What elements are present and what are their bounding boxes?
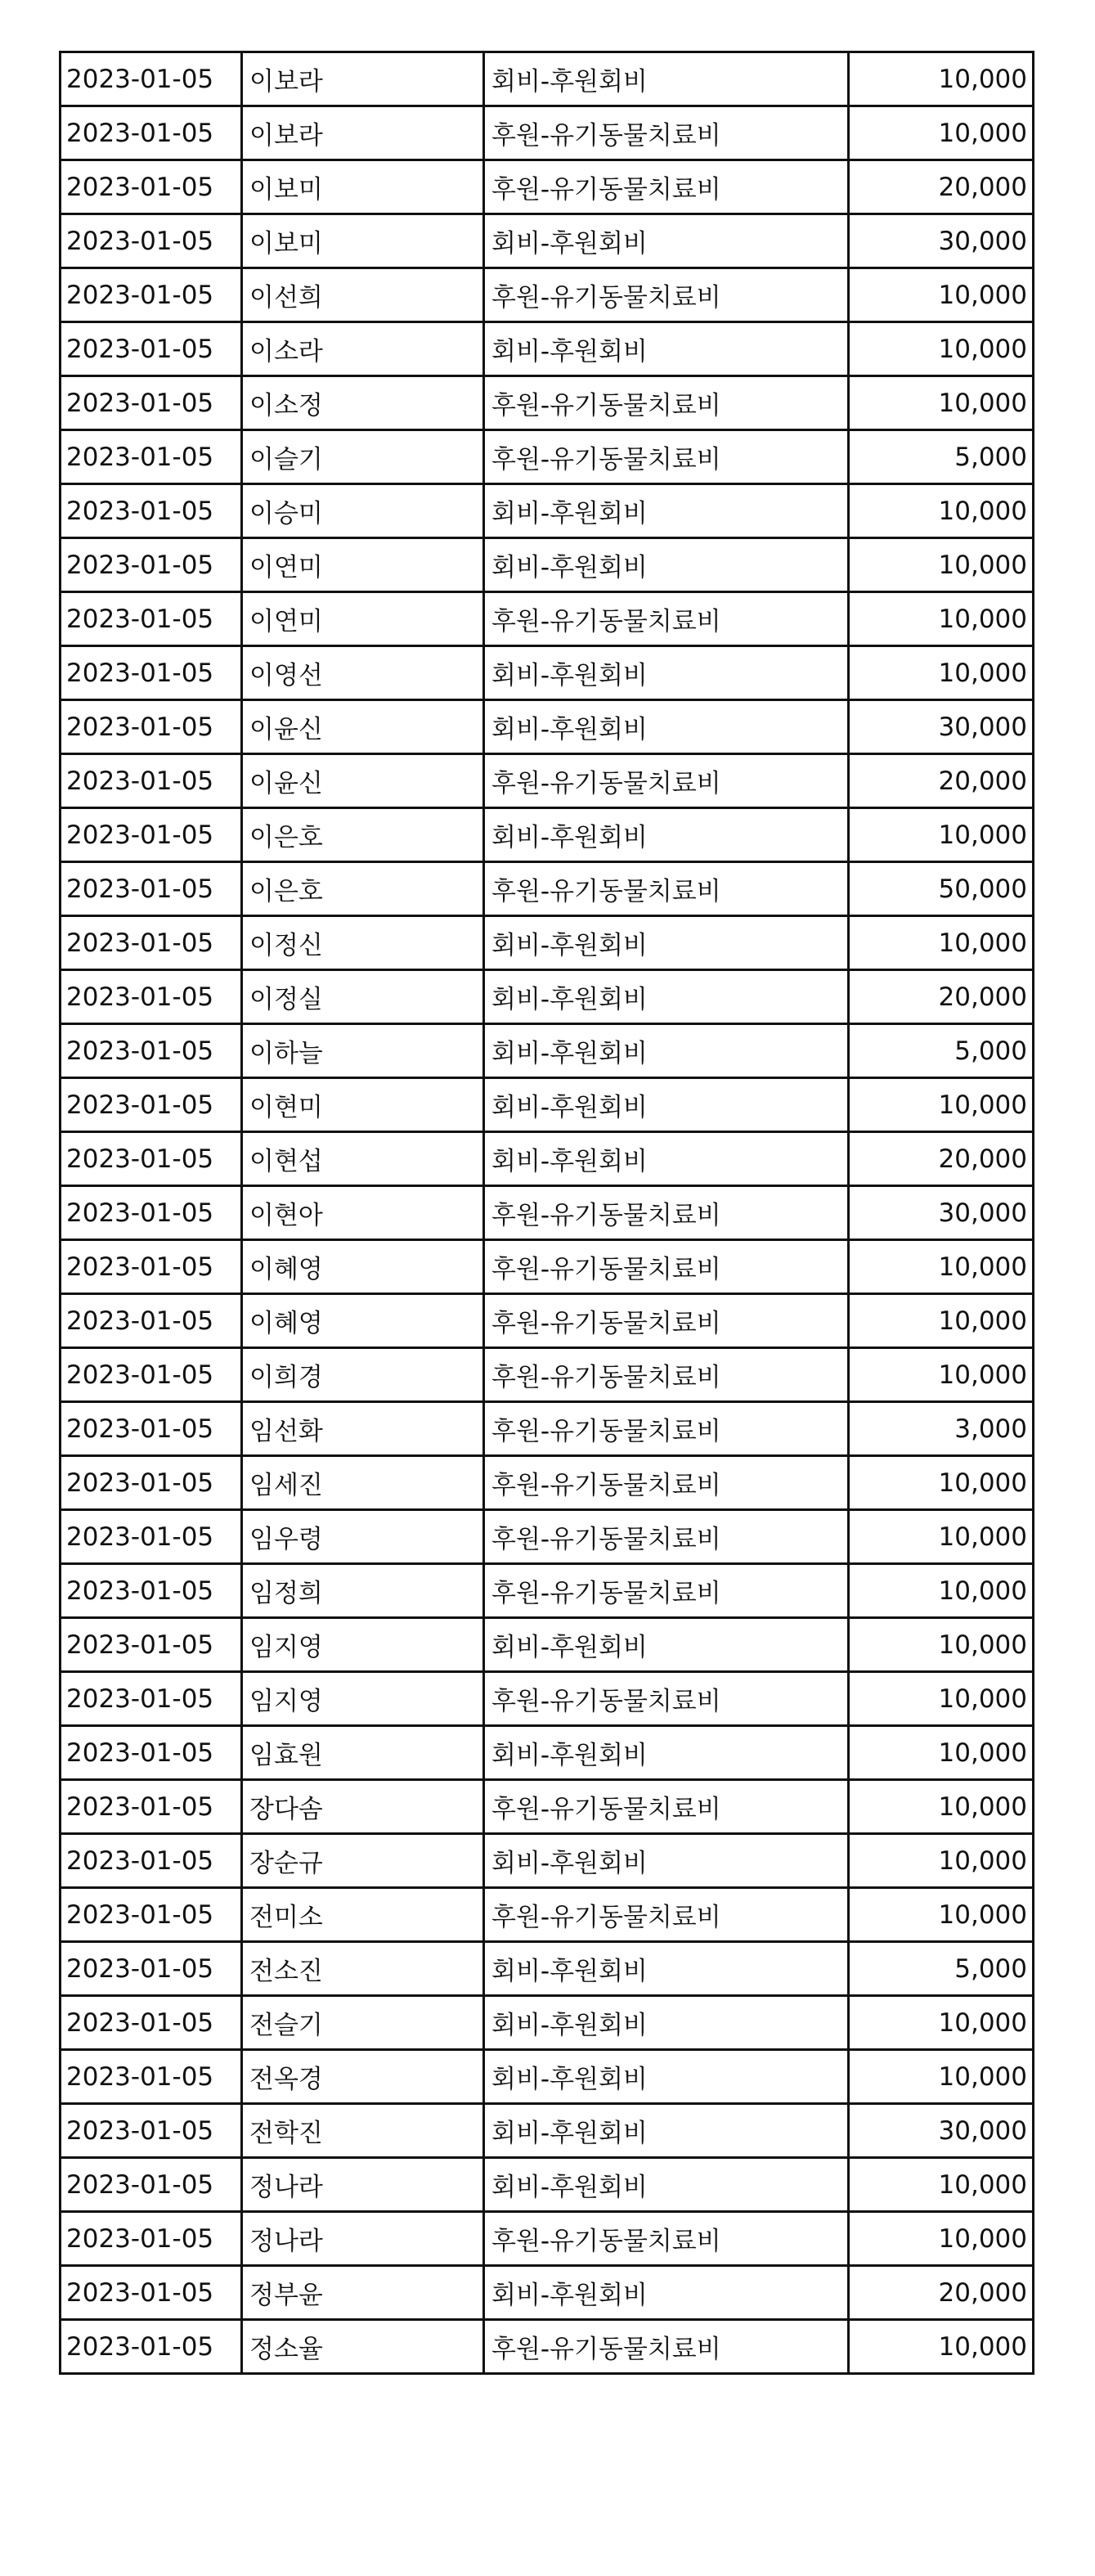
donor-name-cell: 이현아	[242, 1186, 484, 1240]
amount-cell: 10,000	[849, 106, 1034, 160]
table-row	[61, 862, 1034, 916]
amount-cell: 30,000	[849, 700, 1034, 754]
table-row	[61, 1348, 1034, 1402]
table-row	[61, 1564, 1034, 1618]
donor-name-cell: 이하늘	[242, 1024, 484, 1078]
amount-cell: 10,000	[849, 538, 1034, 592]
donor-name-cell: 이현섭	[242, 1132, 484, 1186]
category-cell: 후원-유기동물치료비	[484, 1456, 849, 1510]
category-cell: 후원-유기동물치료비	[484, 2320, 849, 2374]
table-row	[61, 1726, 1034, 1780]
table-row	[61, 160, 1034, 214]
donor-name-cell: 이희경	[242, 1348, 484, 1402]
date-cell: 2023-01-05	[61, 106, 242, 160]
donor-name-cell: 이슬기	[242, 430, 484, 484]
amount-cell: 10,000	[849, 2050, 1034, 2104]
table-row	[61, 2050, 1034, 2104]
amount-cell: 30,000	[849, 2104, 1034, 2158]
category-cell: 후원-유기동물치료비	[484, 106, 849, 160]
category-cell: 회비-후원회비	[484, 1996, 849, 2050]
donor-name-cell: 임지영	[242, 1672, 484, 1726]
amount-cell: 10,000	[849, 1078, 1034, 1132]
donor-name-cell: 이보라	[242, 106, 484, 160]
date-cell: 2023-01-05	[61, 2158, 242, 2212]
donor-name-cell: 이혜영	[242, 1240, 484, 1294]
donor-name-cell: 이보라	[242, 52, 484, 106]
donation-ledger-sheet	[59, 51, 1034, 2375]
table-row	[61, 1186, 1034, 1240]
category-cell: 회비-후원회비	[484, 1618, 849, 1672]
amount-cell: 3,000	[849, 1402, 1034, 1456]
category-cell: 회비-후원회비	[484, 484, 849, 538]
donor-name-cell: 정나라	[242, 2212, 484, 2266]
category-cell: 회비-후원회비	[484, 1834, 849, 1888]
table-row	[61, 916, 1034, 970]
date-cell: 2023-01-05	[61, 1888, 242, 1942]
date-cell: 2023-01-05	[61, 970, 242, 1024]
table-row	[61, 484, 1034, 538]
date-cell: 2023-01-05	[61, 1942, 242, 1996]
donor-name-cell: 이현미	[242, 1078, 484, 1132]
category-cell: 회비-후원회비	[484, 2266, 849, 2320]
category-cell: 회비-후원회비	[484, 538, 849, 592]
category-cell: 회비-후원회비	[484, 52, 849, 106]
table-row	[61, 754, 1034, 808]
amount-cell: 10,000	[849, 1564, 1034, 1618]
category-cell: 후원-유기동물치료비	[484, 1186, 849, 1240]
date-cell: 2023-01-05	[61, 1186, 242, 1240]
category-cell: 후원-유기동물치료비	[484, 160, 849, 214]
donor-name-cell: 이혜영	[242, 1294, 484, 1348]
date-cell: 2023-01-05	[61, 1780, 242, 1834]
table-row	[61, 2104, 1034, 2158]
donor-name-cell: 이정실	[242, 970, 484, 1024]
date-cell: 2023-01-05	[61, 1078, 242, 1132]
date-cell: 2023-01-05	[61, 1456, 242, 1510]
amount-cell: 10,000	[849, 1348, 1034, 1402]
date-cell: 2023-01-05	[61, 2212, 242, 2266]
donor-name-cell: 이영선	[242, 646, 484, 700]
amount-cell: 20,000	[849, 970, 1034, 1024]
amount-cell: 10,000	[849, 1996, 1034, 2050]
table-row	[61, 322, 1034, 376]
date-cell: 2023-01-05	[61, 2104, 242, 2158]
donor-name-cell: 이소정	[242, 376, 484, 430]
amount-cell: 10,000	[849, 808, 1034, 862]
donor-name-cell: 전미소	[242, 1888, 484, 1942]
category-cell: 후원-유기동물치료비	[484, 268, 849, 322]
table-row	[61, 1294, 1034, 1348]
table-row	[61, 970, 1034, 1024]
date-cell: 2023-01-05	[61, 1834, 242, 1888]
table-row	[61, 592, 1034, 646]
amount-cell: 10,000	[849, 646, 1034, 700]
amount-cell: 5,000	[849, 1942, 1034, 1996]
table-row	[61, 1888, 1034, 1942]
donor-name-cell: 이연미	[242, 592, 484, 646]
date-cell: 2023-01-05	[61, 1132, 242, 1186]
category-cell: 후원-유기동물치료비	[484, 430, 849, 484]
date-cell: 2023-01-05	[61, 484, 242, 538]
donor-name-cell: 이보미	[242, 160, 484, 214]
date-cell: 2023-01-05	[61, 1348, 242, 1402]
table-row	[61, 268, 1034, 322]
amount-cell: 10,000	[849, 916, 1034, 970]
category-cell: 회비-후원회비	[484, 808, 849, 862]
amount-cell: 5,000	[849, 1024, 1034, 1078]
category-cell: 후원-유기동물치료비	[484, 376, 849, 430]
amount-cell: 10,000	[849, 1456, 1034, 1510]
date-cell: 2023-01-05	[61, 1402, 242, 1456]
table-row	[61, 2266, 1034, 2320]
date-cell: 2023-01-05	[61, 862, 242, 916]
donor-name-cell: 이은호	[242, 862, 484, 916]
date-cell: 2023-01-05	[61, 1672, 242, 1726]
date-cell: 2023-01-05	[61, 538, 242, 592]
category-cell: 회비-후원회비	[484, 646, 849, 700]
category-cell: 회비-후원회비	[484, 322, 849, 376]
amount-cell: 10,000	[849, 2212, 1034, 2266]
category-cell: 회비-후원회비	[484, 2050, 849, 2104]
date-cell: 2023-01-05	[61, 916, 242, 970]
amount-cell: 10,000	[849, 1618, 1034, 1672]
donor-name-cell: 이윤신	[242, 754, 484, 808]
amount-cell: 10,000	[849, 52, 1034, 106]
amount-cell: 30,000	[849, 1186, 1034, 1240]
amount-cell: 10,000	[849, 1780, 1034, 1834]
donor-name-cell: 임세진	[242, 1456, 484, 1510]
donor-name-cell: 전슬기	[242, 1996, 484, 2050]
amount-cell: 10,000	[849, 1672, 1034, 1726]
donor-name-cell: 전옥경	[242, 2050, 484, 2104]
category-cell: 회비-후원회비	[484, 700, 849, 754]
donor-name-cell: 이연미	[242, 538, 484, 592]
amount-cell: 10,000	[849, 1834, 1034, 1888]
donor-name-cell: 정나라	[242, 2158, 484, 2212]
table-row	[61, 1024, 1034, 1078]
category-cell: 회비-후원회비	[484, 970, 849, 1024]
donor-name-cell: 이승미	[242, 484, 484, 538]
date-cell: 2023-01-05	[61, 214, 242, 268]
category-cell: 후원-유기동물치료비	[484, 1672, 849, 1726]
date-cell: 2023-01-05	[61, 1510, 242, 1564]
amount-cell: 30,000	[849, 214, 1034, 268]
table-row	[61, 1834, 1034, 1888]
category-cell: 회비-후원회비	[484, 2158, 849, 2212]
ledger-body	[61, 52, 1034, 2374]
donation-ledger-table	[59, 51, 1034, 2375]
donor-name-cell: 전소진	[242, 1942, 484, 1996]
amount-cell: 20,000	[849, 160, 1034, 214]
amount-cell: 20,000	[849, 1132, 1034, 1186]
date-cell: 2023-01-05	[61, 1996, 242, 2050]
category-cell: 회비-후원회비	[484, 1726, 849, 1780]
category-cell: 회비-후원회비	[484, 1942, 849, 1996]
amount-cell: 10,000	[849, 376, 1034, 430]
date-cell: 2023-01-05	[61, 322, 242, 376]
category-cell: 회비-후원회비	[484, 916, 849, 970]
donor-name-cell: 임우령	[242, 1510, 484, 1564]
category-cell: 회비-후원회비	[484, 2104, 849, 2158]
date-cell: 2023-01-05	[61, 1024, 242, 1078]
table-row	[61, 1942, 1034, 1996]
amount-cell: 50,000	[849, 862, 1034, 916]
amount-cell: 10,000	[849, 2320, 1034, 2374]
donor-name-cell: 임지영	[242, 1618, 484, 1672]
table-row	[61, 106, 1034, 160]
table-row	[61, 1618, 1034, 1672]
table-row	[61, 1132, 1034, 1186]
table-row	[61, 646, 1034, 700]
date-cell: 2023-01-05	[61, 808, 242, 862]
date-cell: 2023-01-05	[61, 160, 242, 214]
date-cell: 2023-01-05	[61, 376, 242, 430]
date-cell: 2023-01-05	[61, 430, 242, 484]
date-cell: 2023-01-05	[61, 592, 242, 646]
table-row	[61, 2212, 1034, 2266]
table-row	[61, 214, 1034, 268]
category-cell: 후원-유기동물치료비	[484, 1240, 849, 1294]
donor-name-cell: 임선화	[242, 1402, 484, 1456]
date-cell: 2023-01-05	[61, 2266, 242, 2320]
amount-cell: 10,000	[849, 484, 1034, 538]
donor-name-cell: 이선희	[242, 268, 484, 322]
category-cell: 후원-유기동물치료비	[484, 2212, 849, 2266]
amount-cell: 20,000	[849, 754, 1034, 808]
category-cell: 후원-유기동물치료비	[484, 1402, 849, 1456]
category-cell: 회비-후원회비	[484, 1078, 849, 1132]
table-row	[61, 1510, 1034, 1564]
table-row	[61, 2158, 1034, 2212]
table-row	[61, 1240, 1034, 1294]
donor-name-cell: 전학진	[242, 2104, 484, 2158]
table-row	[61, 2320, 1034, 2374]
date-cell: 2023-01-05	[61, 1726, 242, 1780]
date-cell: 2023-01-05	[61, 2320, 242, 2374]
date-cell: 2023-01-05	[61, 754, 242, 808]
table-row	[61, 1780, 1034, 1834]
amount-cell: 10,000	[849, 1510, 1034, 1564]
table-row	[61, 808, 1034, 862]
category-cell: 후원-유기동물치료비	[484, 1294, 849, 1348]
donor-name-cell: 임효원	[242, 1726, 484, 1780]
donor-name-cell: 이윤신	[242, 700, 484, 754]
date-cell: 2023-01-05	[61, 646, 242, 700]
date-cell: 2023-01-05	[61, 2050, 242, 2104]
donor-name-cell: 정부윤	[242, 2266, 484, 2320]
donor-name-cell: 이소라	[242, 322, 484, 376]
amount-cell: 10,000	[849, 268, 1034, 322]
table-row	[61, 1672, 1034, 1726]
date-cell: 2023-01-05	[61, 1294, 242, 1348]
amount-cell: 5,000	[849, 430, 1034, 484]
amount-cell: 10,000	[849, 592, 1034, 646]
table-row	[61, 1402, 1034, 1456]
category-cell: 회비-후원회비	[484, 1132, 849, 1186]
table-row	[61, 700, 1034, 754]
date-cell: 2023-01-05	[61, 1240, 242, 1294]
table-row	[61, 430, 1034, 484]
table-row	[61, 538, 1034, 592]
category-cell: 후원-유기동물치료비	[484, 1564, 849, 1618]
amount-cell: 10,000	[849, 322, 1034, 376]
category-cell: 후원-유기동물치료비	[484, 1510, 849, 1564]
category-cell: 회비-후원회비	[484, 1024, 849, 1078]
amount-cell: 10,000	[849, 1726, 1034, 1780]
table-row	[61, 1456, 1034, 1510]
date-cell: 2023-01-05	[61, 52, 242, 106]
category-cell: 회비-후원회비	[484, 214, 849, 268]
category-cell: 후원-유기동물치료비	[484, 1780, 849, 1834]
donor-name-cell: 정소율	[242, 2320, 484, 2374]
category-cell: 후원-유기동물치료비	[484, 862, 849, 916]
table-row	[61, 1078, 1034, 1132]
donor-name-cell: 장순규	[242, 1834, 484, 1888]
table-row	[61, 376, 1034, 430]
category-cell: 후원-유기동물치료비	[484, 1888, 849, 1942]
donor-name-cell: 이정신	[242, 916, 484, 970]
date-cell: 2023-01-05	[61, 268, 242, 322]
table-row	[61, 52, 1034, 106]
amount-cell: 10,000	[849, 1294, 1034, 1348]
date-cell: 2023-01-05	[61, 1564, 242, 1618]
donor-name-cell: 이은호	[242, 808, 484, 862]
category-cell: 후원-유기동물치료비	[484, 1348, 849, 1402]
amount-cell: 10,000	[849, 2158, 1034, 2212]
amount-cell: 10,000	[849, 1240, 1034, 1294]
amount-cell: 10,000	[849, 1888, 1034, 1942]
amount-cell: 20,000	[849, 2266, 1034, 2320]
table-row	[61, 1996, 1034, 2050]
donor-name-cell: 임정희	[242, 1564, 484, 1618]
date-cell: 2023-01-05	[61, 700, 242, 754]
date-cell: 2023-01-05	[61, 1618, 242, 1672]
category-cell: 후원-유기동물치료비	[484, 592, 849, 646]
donor-name-cell: 이보미	[242, 214, 484, 268]
category-cell: 후원-유기동물치료비	[484, 754, 849, 808]
donor-name-cell: 장다솜	[242, 1780, 484, 1834]
